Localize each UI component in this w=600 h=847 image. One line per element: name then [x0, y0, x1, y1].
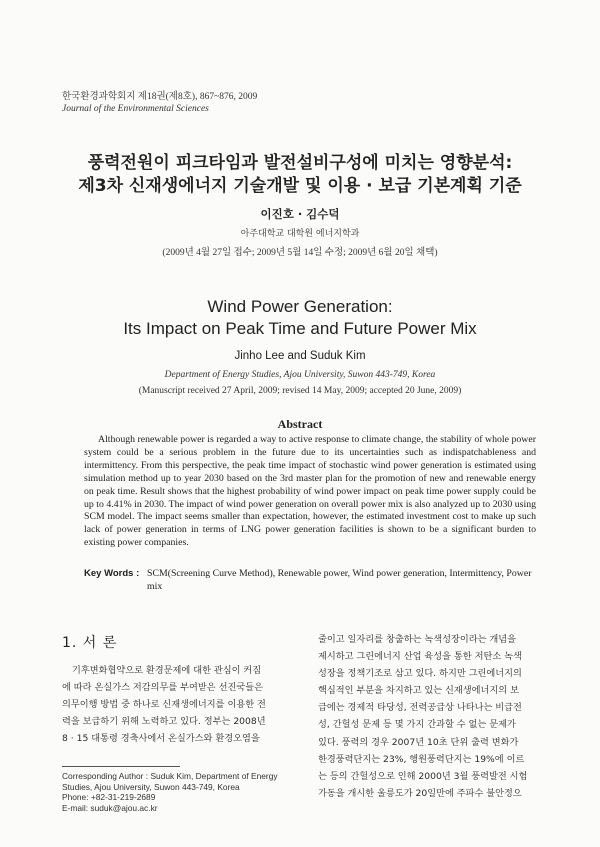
korean-authors: 이진호 · 김수덕 [260, 207, 340, 221]
english-title [0, 296, 600, 340]
journal-name: Journal of the Environmental Sciences [62, 104, 209, 114]
body-line: 8 · 15 대통령 경축사에서 온실가스와 환경오염을 [62, 733, 260, 745]
body-line: 기후변화협약으로 환경문제에 대한 관심이 커짐 [72, 665, 262, 676]
journal-header [62, 91, 257, 115]
journal-citation: 한국환경과학회지 제18권(제8호), 867~876, 2009 [62, 92, 258, 102]
footnote-line: Phone: +82-31-219-2689 [62, 792, 156, 803]
korean-title-line-1: 풍력전원이 피크타임과 발전설비구성에 미치는 영향분석: [87, 153, 513, 173]
body-line: 의무이행 방법 중 하나로 신재생에너지를 이용한 전 [62, 699, 266, 711]
abstract-body [84, 434, 536, 550]
body-column-right [318, 631, 558, 802]
footnote-divider [62, 766, 180, 767]
english-authors: Jinho Lee and Suduk Kim [234, 350, 366, 362]
korean-title-line-2: 제3차 신재생에너지 기술개발 및 이용 · 보급 기본계획 기준 [78, 176, 522, 196]
body-line: 력을 보급하기 위해 노력하고 있다. 정부는 2008년 [62, 716, 266, 728]
english-affiliation: Department of Energy Studies, Ajou University, Suwon 443-749, Korea [164, 370, 436, 380]
footnote-email: E-mail: suduk@ajou.ac.kr [62, 802, 158, 813]
body-line: 줄이고 일자리를 창출하는 녹색성장이라는 개념을 [318, 634, 517, 645]
korean-dates: (2009년 4월 27일 접수; 2009년 5월 14일 수정; 2009년 6월 20일 채택) [162, 248, 438, 258]
body-line: 성장을 정책기조로 삼고 있다. 하지만 그린에너지의 [318, 668, 522, 680]
body-line: 가동을 개시한 울릉도가 20일만에 주파수 불안정으 [318, 787, 522, 799]
body-line: 제시하고 그린에너지 산업 육성을 통한 저탄소 녹색 [318, 651, 522, 663]
footnote-line: Studies, Ajou University, Suwon 443-749, Korea [62, 781, 240, 792]
abstract-heading: Abstract [277, 417, 323, 431]
body-line: 성, 간헐성 문제 등 몇 가지 간과할 수 없는 문제가 [318, 719, 516, 731]
body-line: 에 따라 온실가스 저감의무를 부여받은 선진국들은 [62, 682, 263, 694]
korean-affiliation: 아주대학교 대학원 에너지학과 [240, 229, 360, 239]
body-line: 는 등의 간헐성으로 인해 2000년 3월 풍력발전 시험 [318, 770, 528, 782]
english-title-line-1: Wind Power Generation: [207, 297, 393, 316]
body-line: 급에는 경제적 타당성, 전력공급상 나타나는 비급전 [318, 702, 522, 714]
corresponding-author-footnote [62, 771, 304, 813]
keywords-text: SCM(Screening Curve Method), Renewable power, Wind power generation, Intermittency, Power mix [147, 568, 532, 592]
body-line: 있다. 풍력의 경우 2007년 10초 단위 출력 변화가 [318, 736, 519, 748]
english-dates: (Manuscript received 27 April, 2009; revised 14 May, 2009; accepted 20 June, 2009) [138, 386, 462, 396]
body-column-left [62, 662, 302, 747]
keywords-label: Key Words : [84, 568, 140, 579]
section-heading-introduction: 1. 서 론 [62, 635, 118, 651]
footnote-line: Corresponding Author : Suduk Kim, Department of Energy [62, 771, 278, 781]
english-title-line-2: Its Impact on Peak Time and Future Power Mix [123, 319, 477, 338]
abstract-text: Although renewable power is regarded a way to active response to climate change, the stability of whole power system could be a serious problem in the future due to its uncertainties such as indispatchableness and intermittency. From this perspective, the peak time impact of stochastic wind power generation is estimated using simulation method up to year 2030 based on the 3rd master plan for the promotion of new and renewable energy on peak time. Result shows that the highest probability of wind power impact on peak time power supply could be up to 4.41% in 2030. The impact of wind power generation on overall power mix is also analyzed up to 2030 using SCM model. The impact seems smaller than expectation, however, the estimated investment cost to make up such lack of power generation in terms of LNG power generation facilities is shown to be a significant burden to existing power companies. [84, 434, 536, 549]
body-line: 한경풍력단지는 23%, 행원풍력단지는 19%에 이르 [318, 753, 525, 765]
body-line: 핵심적인 부분을 차지하고 있는 신재생에너지의 보 [318, 685, 519, 697]
korean-title [0, 152, 600, 198]
